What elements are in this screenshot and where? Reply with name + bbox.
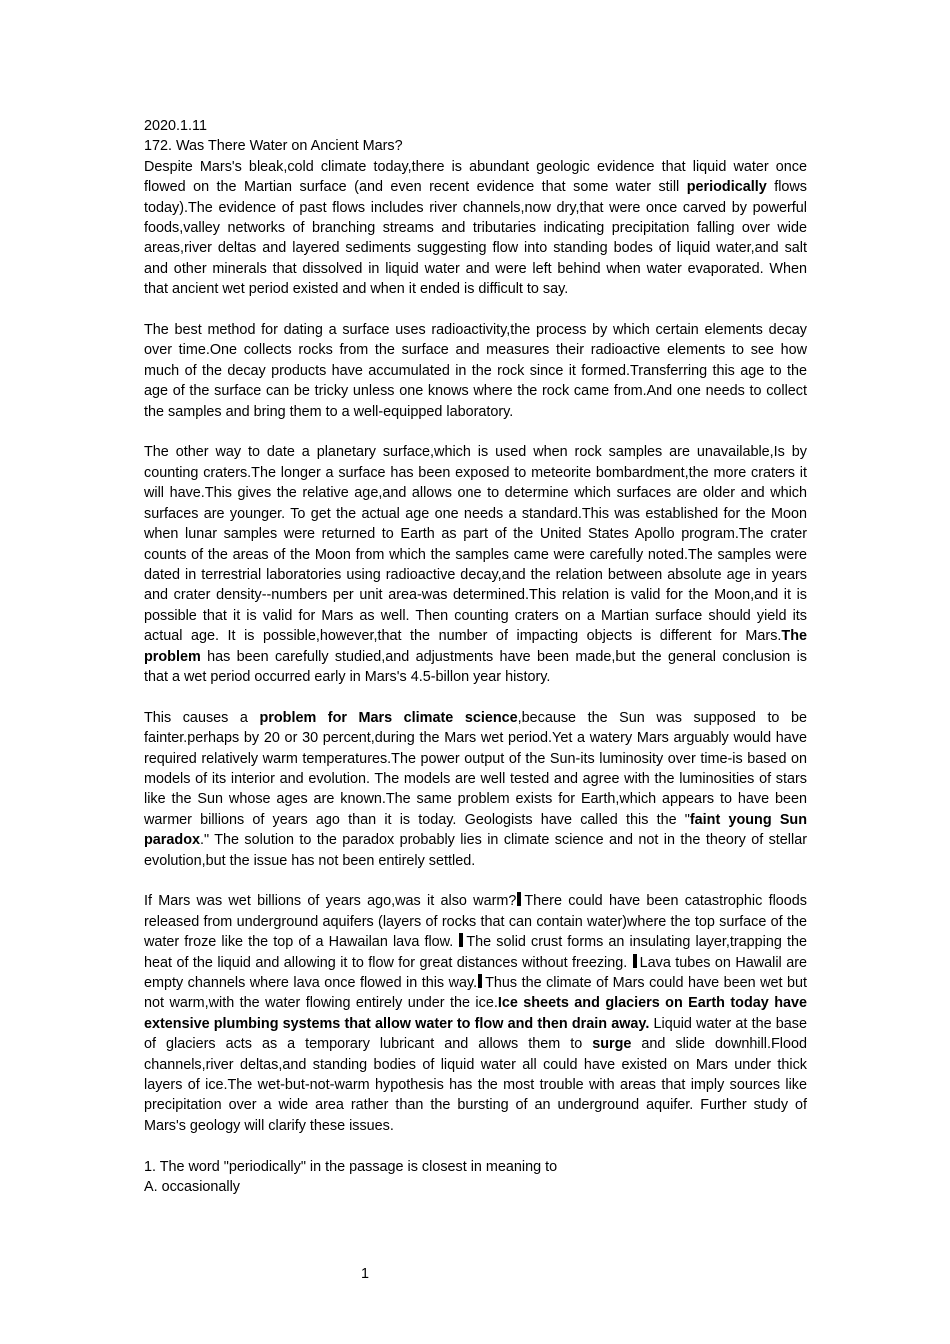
text-run: Thus the climate of Mars could have been wet but not warm,with the water flowing entirely under the ice.: [144, 975, 807, 1012]
insertion-square-marker[interactable]: [478, 974, 482, 988]
bold-term-periodically: periodically: [686, 179, 767, 196]
bold-term-surge: surge: [592, 1036, 632, 1053]
paragraph-1: [144, 157, 807, 300]
document-title: 172. Was There Water on Ancient Mars?: [144, 138, 403, 155]
text-run: Lava tubes on Hawalil are empty channels where lava once flowed in this way.: [144, 954, 807, 991]
bold-term-faint-young-sun: faint young Sun paradox: [144, 811, 807, 849]
text-run: The other way to date a planetary surface,which is used when rock samples are unavailable,Is by counting craters.The longer a surface has been exposed to meteorite bombardment,the more craters it will have.This gives the relative age,and allows one to determine which surfaces are older and which surfaces are younger. To get the actual age one needs a standard.This was established for the Moon when lunar samples were returned to Earth as part of the United States Apollo program.The crater counts of the areas of the Moon from which the samples came were carefully noted.The samples were dated in terrestrial laboratories using radioactive decay,and the relation between absolute age in years and crater density--numbers per unit area-was determined.This relation is valid for the Moon,and it is possible that it is valid for Mars as well. Then counting craters on a Martian surface should yield its actual age. It is possible,however,that the number of impacting objects is different for Mars.: [144, 444, 807, 645]
document-body: [144, 116, 807, 1197]
insertion-square-marker[interactable]: [633, 954, 637, 968]
paragraph-3: [144, 442, 807, 687]
text-run: Despite Mars's bleak,cold climate today,there is abundant geologic evidence that liquid water once flowed on the Martian surface (and even recent evidence that some water still: [144, 158, 807, 196]
document-date: 2020.1.11: [144, 118, 207, 134]
text-run: The solid crust forms an insulating layer,trapping the heat of the liquid and allowing it to flow for great distances without freezing.: [144, 934, 807, 971]
text-run: and slide downhill.Flood channels,river deltas,and standing bodies of liquid water all could have existed on Mars under thick layers of ice.The wet-but-not-warm hypothesis has the most trouble with areas that imply sources like precipitation over a wide area rather than the bursting of an underground aquifer. Further study of Mars's geology will clarify these issues.: [144, 1036, 807, 1134]
paragraph-2: The best method for dating a surface uses radioactivity,the process by which certain elements decay over time.One collects rocks from the surface and measures their radioactive elements to see how much of the decay products have accumulated in the rock since it formed.Transferring this age to the age of the surface can be tricky unless one knows where the rock came from.And one needs to collect the samples and bring them to a well-equipped laboratory.: [144, 322, 807, 420]
text-run: There could have been catastrophic floods released from underground aquifers (layers of rocks that can contain water)where the top surface of the water froze like the top of a Hawailan lava flow.: [144, 893, 808, 951]
page-number: 1: [360, 1266, 369, 1282]
paragraph-4: [144, 708, 807, 871]
text-run: flows today).The evidence of past flows includes river channels,now dry,that were once carved by powerful foods,valley networks of branching streams and tributaries indicating precipitation falling over wide areas,river deltas and layered sediments suggesting flow into standing bodes of liquid water,and salt and other minerals that dissolved in liquid water and were left behind when water evaporated. When that ancient wet period existed and when it ended is difficult to say.: [144, 179, 807, 298]
text-run: If Mars was wet billions of years ago,was it also warm?: [144, 893, 517, 910]
text-run: ,because the Sun was supposed to be fainter.perhaps by 20 or 30 percent,during the Mars wet period.Yet a watery Mars arguably would have required relatively warm temperatures.The power output of the Sun-its luminosity over time-is based on models of its interior and evolution. The models are well tested and agree with the luminosities of stars like the Sun whose ages are known.The same problem exists for Earth,which appears to have been warmer billions of years ago than it is today. Geologists have called this the ": [144, 709, 808, 828]
text-run: Liquid water at the base of glaciers acts as a temporary lubricant and allows them to: [144, 1015, 807, 1053]
insertion-square-marker[interactable]: [459, 933, 463, 947]
bold-term-climate-science: problem for Mars climate science: [259, 709, 518, 726]
text-run: has been carefully studied,and adjustments have been made,but the general conclusion is that a wet period occurred early in Mars's 4.5-billon year history.: [144, 648, 807, 685]
text-run: This causes a: [144, 709, 260, 726]
text-run: ." The solution to the paradox probably lies in climate science and not in the theory of stellar evolution,but the issue has not been entirely settled.: [144, 832, 807, 869]
paragraph-5: [144, 891, 807, 1136]
bold-term-the-problem: The problem: [144, 628, 807, 665]
insertion-square-marker[interactable]: [517, 892, 521, 906]
bold-sentence-ice-sheets: Ice sheets and glaciers on Earth today have extensive plumbing systems that allow water to flow and then drain away.: [144, 995, 807, 1032]
answer-option-a[interactable]: A. occasionally: [144, 1179, 240, 1196]
question-1: 1. The word "periodically" in the passage is closest in meaning to: [144, 1158, 558, 1175]
